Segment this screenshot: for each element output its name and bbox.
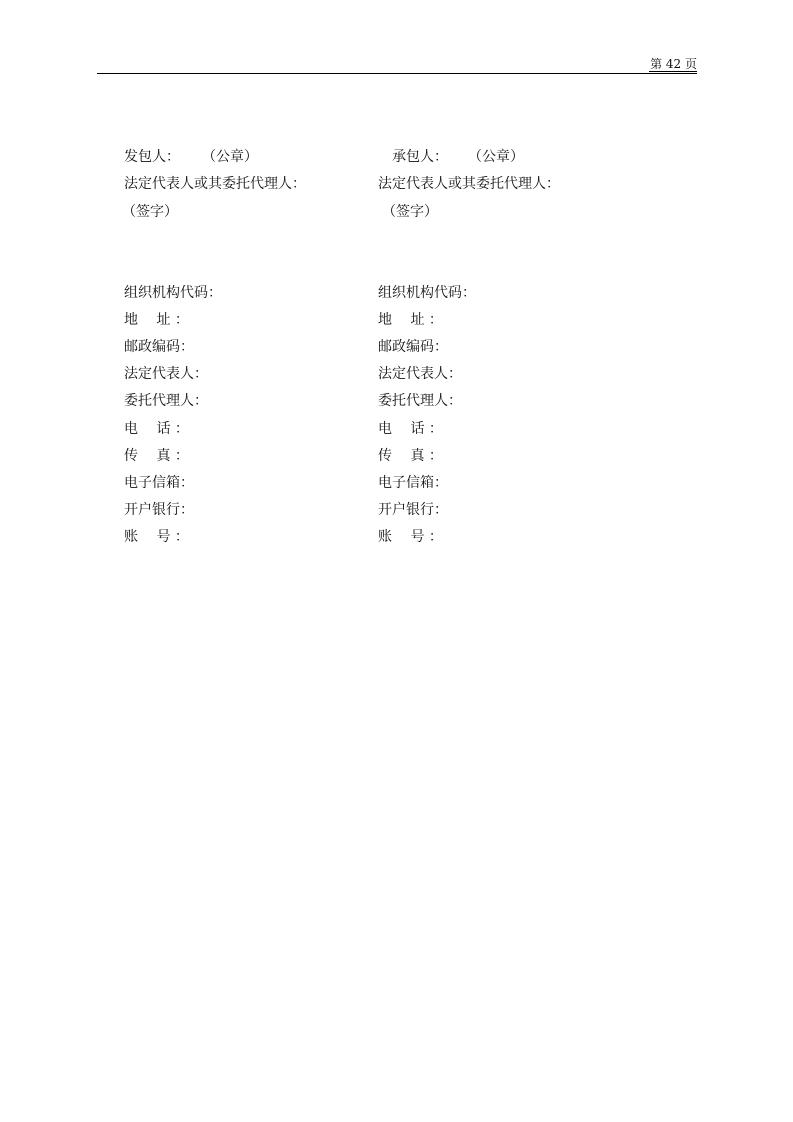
contractor-email: 电子信箱： bbox=[378, 475, 448, 491]
employer-org-code: 组织机构代码： bbox=[124, 285, 222, 301]
contractor-bank: 开户银行： bbox=[378, 502, 448, 518]
employer-account: 账 号 ： bbox=[124, 529, 189, 545]
employer-address: 地 址 ： bbox=[124, 312, 189, 328]
page-number-underline bbox=[649, 71, 697, 72]
contractor-legal-rep: 法定代表人： bbox=[378, 366, 462, 382]
employer-bank: 开户银行： bbox=[124, 502, 194, 518]
contractor-phone: 电 话 ： bbox=[378, 421, 443, 437]
header-rule bbox=[97, 73, 697, 74]
contractor-org-code: 组织机构代码： bbox=[378, 285, 476, 301]
page-number: 第 42 页 bbox=[650, 57, 697, 71]
contractor-address: 地 址 ： bbox=[378, 312, 443, 328]
contractor-representative: 法定代表人或其委托代理人： bbox=[378, 176, 560, 192]
contractor-signature: （签字） bbox=[382, 204, 438, 220]
employer-legal-rep: 法定代表人： bbox=[124, 366, 208, 382]
employer-postcode: 邮政编码： bbox=[124, 339, 194, 355]
employer-agent: 委托代理人： bbox=[124, 393, 208, 409]
contractor-seal: （公章） bbox=[468, 149, 524, 165]
employer-label: 发包人： bbox=[124, 149, 180, 165]
employer-representative: 法定代表人或其委托代理人： bbox=[124, 176, 306, 192]
employer-fax: 传 真 ： bbox=[124, 448, 189, 464]
employer-phone: 电 话 ： bbox=[124, 421, 189, 437]
employer-signature: （签字） bbox=[122, 204, 178, 220]
employer-seal: （公章） bbox=[202, 149, 258, 165]
contractor-fax: 传 真 ： bbox=[378, 448, 443, 464]
contractor-label: 承包人： bbox=[392, 149, 448, 165]
contractor-postcode: 邮政编码： bbox=[378, 339, 448, 355]
employer-email: 电子信箱： bbox=[124, 475, 194, 491]
contractor-agent: 委托代理人： bbox=[378, 393, 462, 409]
contractor-account: 账 号 ： bbox=[378, 529, 443, 545]
